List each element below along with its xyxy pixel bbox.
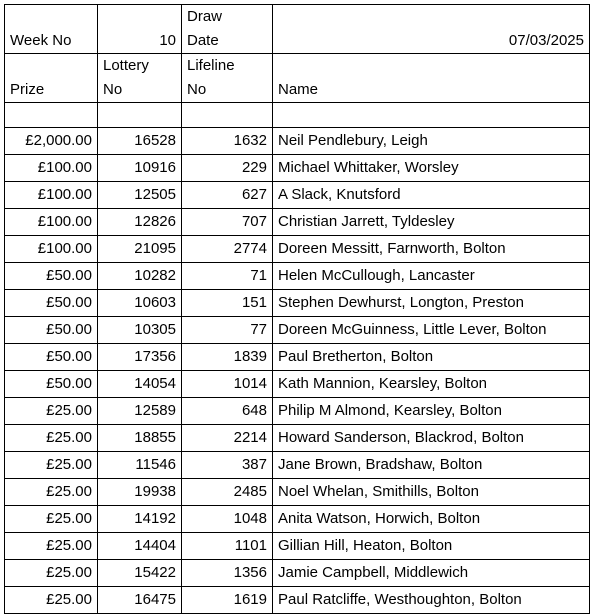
name-cell: Stephen Dewhurst, Longton, Preston <box>273 290 590 317</box>
table-row <box>5 182 590 209</box>
lifeline-no-cell: 627 <box>182 182 273 209</box>
lifeline-no-cell: 648 <box>182 398 273 425</box>
name-header: Name <box>273 54 590 103</box>
prize-cell: £2,000.00 <box>5 128 98 155</box>
week-label: Week No <box>5 5 98 54</box>
prize-cell: £50.00 <box>5 290 98 317</box>
lottery-no-cell: 14404 <box>98 533 182 560</box>
empty-cell <box>5 103 98 128</box>
prize-header: Prize <box>5 54 98 103</box>
prize-cell: £100.00 <box>5 209 98 236</box>
lottery-header-line2: No <box>103 81 123 98</box>
column-header-row <box>5 54 590 103</box>
lifeline-no-cell: 229 <box>182 155 273 182</box>
prize-cell: £25.00 <box>5 560 98 587</box>
lifeline-no-cell: 2774 <box>182 236 273 263</box>
lottery-no-cell: 21095 <box>98 236 182 263</box>
lifeline-no-cell: 71 <box>182 263 273 290</box>
results-sheet <box>4 4 590 614</box>
spacer-row <box>5 103 590 128</box>
lifeline-no-cell: 1048 <box>182 506 273 533</box>
lottery-no-cell: 17356 <box>98 344 182 371</box>
table-row <box>5 155 590 182</box>
prize-cell: £100.00 <box>5 155 98 182</box>
name-cell: Michael Whittaker, Worsley <box>273 155 590 182</box>
name-cell: Noel Whelan, Smithills, Bolton <box>273 479 590 506</box>
table-row <box>5 587 590 614</box>
lifeline-no-cell: 1619 <box>182 587 273 614</box>
lifeline-no-header <box>182 54 273 103</box>
lifeline-no-cell: 1101 <box>182 533 273 560</box>
table-row <box>5 128 590 155</box>
prize-cell: £50.00 <box>5 371 98 398</box>
lottery-no-cell: 16475 <box>98 587 182 614</box>
lifeline-no-cell: 1356 <box>182 560 273 587</box>
name-cell: A Slack, Knutsford <box>273 182 590 209</box>
lottery-no-cell: 12826 <box>98 209 182 236</box>
lottery-no-cell: 18855 <box>98 425 182 452</box>
lottery-no-cell: 14054 <box>98 371 182 398</box>
empty-cell <box>273 103 590 128</box>
week-value: 10 <box>98 5 182 54</box>
lifeline-no-cell: 387 <box>182 452 273 479</box>
empty-cell <box>182 103 273 128</box>
prize-cell: £25.00 <box>5 452 98 479</box>
lifeline-no-cell: 1839 <box>182 344 273 371</box>
week-header-row <box>5 5 590 54</box>
table-row <box>5 290 590 317</box>
prize-cell: £25.00 <box>5 533 98 560</box>
lottery-no-cell: 16528 <box>98 128 182 155</box>
lifeline-header-line1: Lifeline <box>187 57 235 74</box>
lifeline-header-line2: No <box>187 81 207 98</box>
lifeline-no-cell: 151 <box>182 290 273 317</box>
table-row <box>5 452 590 479</box>
name-cell: Paul Bretherton, Bolton <box>273 344 590 371</box>
prize-cell: £100.00 <box>5 182 98 209</box>
table-row <box>5 263 590 290</box>
lottery-no-cell: 10603 <box>98 290 182 317</box>
prize-cell: £25.00 <box>5 398 98 425</box>
lifeline-no-cell: 707 <box>182 209 273 236</box>
prize-cell: £50.00 <box>5 317 98 344</box>
lottery-no-cell: 19938 <box>98 479 182 506</box>
lifeline-no-cell: 77 <box>182 317 273 344</box>
table-row <box>5 344 590 371</box>
name-cell: Jane Brown, Bradshaw, Bolton <box>273 452 590 479</box>
lottery-no-header <box>98 54 182 103</box>
table-row <box>5 506 590 533</box>
prize-cell: £25.00 <box>5 425 98 452</box>
draw-date-label-line2: Date <box>187 32 219 49</box>
lifeline-no-cell: 1014 <box>182 371 273 398</box>
lottery-no-cell: 10282 <box>98 263 182 290</box>
name-cell: Neil Pendlebury, Leigh <box>273 128 590 155</box>
name-cell: Christian Jarrett, Tyldesley <box>273 209 590 236</box>
lottery-no-cell: 10916 <box>98 155 182 182</box>
name-cell: Howard Sanderson, Blackrod, Bolton <box>273 425 590 452</box>
results-table <box>4 4 590 614</box>
name-cell: Doreen Messitt, Farnworth, Bolton <box>273 236 590 263</box>
table-row <box>5 533 590 560</box>
name-cell: Doreen McGuinness, Little Lever, Bolton <box>273 317 590 344</box>
table-row <box>5 479 590 506</box>
prize-cell: £25.00 <box>5 587 98 614</box>
prize-cell: £25.00 <box>5 479 98 506</box>
lifeline-no-cell: 2214 <box>182 425 273 452</box>
empty-cell <box>98 103 182 128</box>
lottery-no-cell: 11546 <box>98 452 182 479</box>
prize-cell: £25.00 <box>5 506 98 533</box>
lottery-header-line1: Lottery <box>103 57 149 74</box>
lottery-no-cell: 10305 <box>98 317 182 344</box>
table-row <box>5 236 590 263</box>
name-cell: Kath Mannion, Kearsley, Bolton <box>273 371 590 398</box>
table-row <box>5 398 590 425</box>
table-row <box>5 560 590 587</box>
draw-date-label <box>182 5 273 54</box>
lottery-no-cell: 12589 <box>98 398 182 425</box>
name-cell: Anita Watson, Horwich, Bolton <box>273 506 590 533</box>
lottery-no-cell: 15422 <box>98 560 182 587</box>
name-cell: Philip M Almond, Kearsley, Bolton <box>273 398 590 425</box>
lifeline-no-cell: 2485 <box>182 479 273 506</box>
table-row <box>5 371 590 398</box>
lottery-no-cell: 12505 <box>98 182 182 209</box>
prize-cell: £100.00 <box>5 236 98 263</box>
draw-date-label-line1: Draw <box>187 8 223 25</box>
prize-cell: £50.00 <box>5 344 98 371</box>
name-cell: Gillian Hill, Heaton, Bolton <box>273 533 590 560</box>
lottery-no-cell: 14192 <box>98 506 182 533</box>
name-cell: Jamie Campbell, Middlewich <box>273 560 590 587</box>
name-cell: Helen McCullough, Lancaster <box>273 263 590 290</box>
table-row <box>5 317 590 344</box>
prize-cell: £50.00 <box>5 263 98 290</box>
draw-date-value: 07/03/2025 <box>273 5 590 54</box>
table-row <box>5 209 590 236</box>
name-cell: Paul Ratcliffe, Westhoughton, Bolton <box>273 587 590 614</box>
table-row <box>5 425 590 452</box>
lifeline-no-cell: 1632 <box>182 128 273 155</box>
